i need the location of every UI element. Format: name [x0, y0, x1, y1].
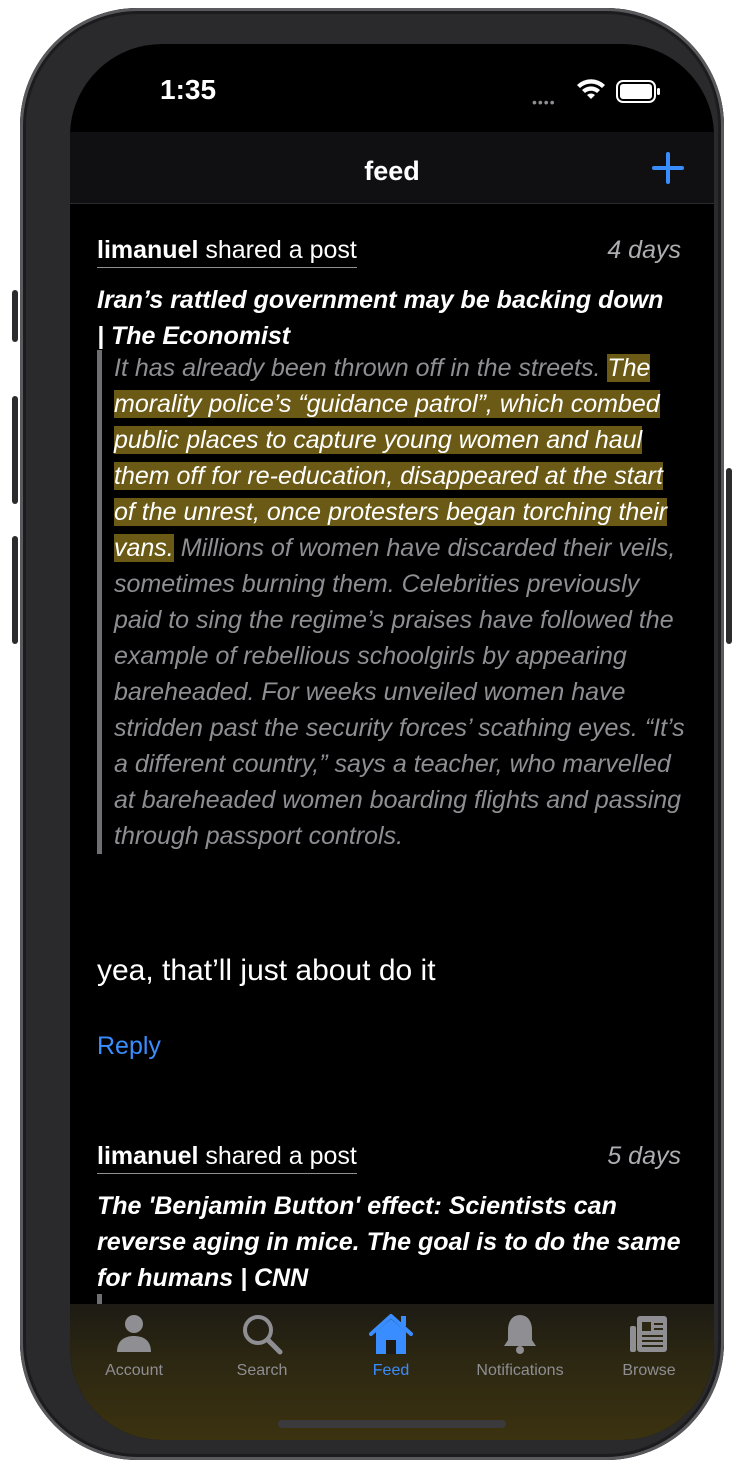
search-icon — [240, 1312, 284, 1356]
post-quote — [97, 350, 687, 854]
status-bar — [70, 44, 714, 144]
wifi-icon — [576, 78, 606, 102]
post-action: shared a post — [198, 236, 357, 264]
add-post-button[interactable] — [650, 150, 686, 186]
signal-icon: •••• — [532, 94, 556, 110]
quote-pre: It has already been thrown off in the streets. — [114, 354, 608, 382]
post-title[interactable]: Iran’s rattled government may be backing down | The Economist — [97, 286, 664, 350]
quote-text — [114, 350, 687, 854]
post-header — [97, 1142, 687, 1182]
post-age: 4 days — [607, 236, 681, 264]
volume-down-button — [12, 536, 18, 644]
tab-account[interactable] — [70, 1312, 198, 1402]
tab-feed[interactable] — [327, 1312, 455, 1402]
person-icon — [114, 1312, 154, 1356]
post-comment: yea, that’ll just about do it — [97, 954, 436, 987]
volume-up-button — [12, 396, 18, 504]
power-button — [726, 468, 732, 644]
newspaper-icon — [627, 1312, 671, 1356]
post-header — [97, 236, 687, 276]
shared-by-link[interactable] — [97, 236, 357, 268]
tab-browse[interactable] — [585, 1312, 713, 1402]
status-time: 1:35 — [160, 74, 217, 105]
tab-bar — [70, 1304, 714, 1440]
tab-label: Account — [105, 1362, 163, 1379]
battery-icon — [616, 80, 662, 104]
reply-button[interactable]: Reply — [97, 1032, 161, 1060]
tab-notifications[interactable] — [456, 1312, 584, 1402]
post-age: 5 days — [607, 1142, 681, 1170]
home-indicator[interactable] — [278, 1420, 506, 1428]
navigation-bar — [70, 132, 714, 204]
tab-label: Notifications — [476, 1362, 564, 1379]
phone-frame — [20, 8, 724, 1460]
tab-label: Feed — [372, 1362, 410, 1379]
bell-icon — [500, 1312, 540, 1356]
dynamic-island — [290, 62, 494, 122]
home-icon — [367, 1312, 415, 1356]
screen — [70, 44, 714, 1440]
action-button — [12, 290, 18, 342]
shared-by-link[interactable] — [97, 1142, 357, 1174]
tab-label: Browse — [622, 1362, 676, 1379]
quote-highlight: The morality police’s “guidance patrol”, which combed public places to capture young women and haul them off for re-education, disappeared at the start of the unrest, once protesters began torching their vans. — [114, 354, 668, 562]
post-action: shared a post — [198, 1142, 357, 1170]
post-username: limanuel — [97, 1142, 199, 1170]
tab-label: Search — [236, 1362, 288, 1379]
post-title[interactable]: The 'Benjamin Button' effect: Scientists can reverse aging in mice. The goal is to do the same for humans | CNN — [97, 1192, 681, 1292]
tab-search[interactable] — [198, 1312, 326, 1402]
quote-post: Millions of women have discarded their veils, sometimes burning them. Celebrities previously paid to sing the regime’s praises have followed the example of rebellious schoolgirls by appearing bareheaded. For weeks unveiled women have stridden past the security forces’ scathing eyes. “It’s a different country,” says a teacher, who marvelled at bareheaded women boarding flights and passing through passport controls. — [114, 534, 685, 850]
post-username: limanuel — [97, 236, 199, 264]
page-title: feed — [364, 156, 420, 186]
